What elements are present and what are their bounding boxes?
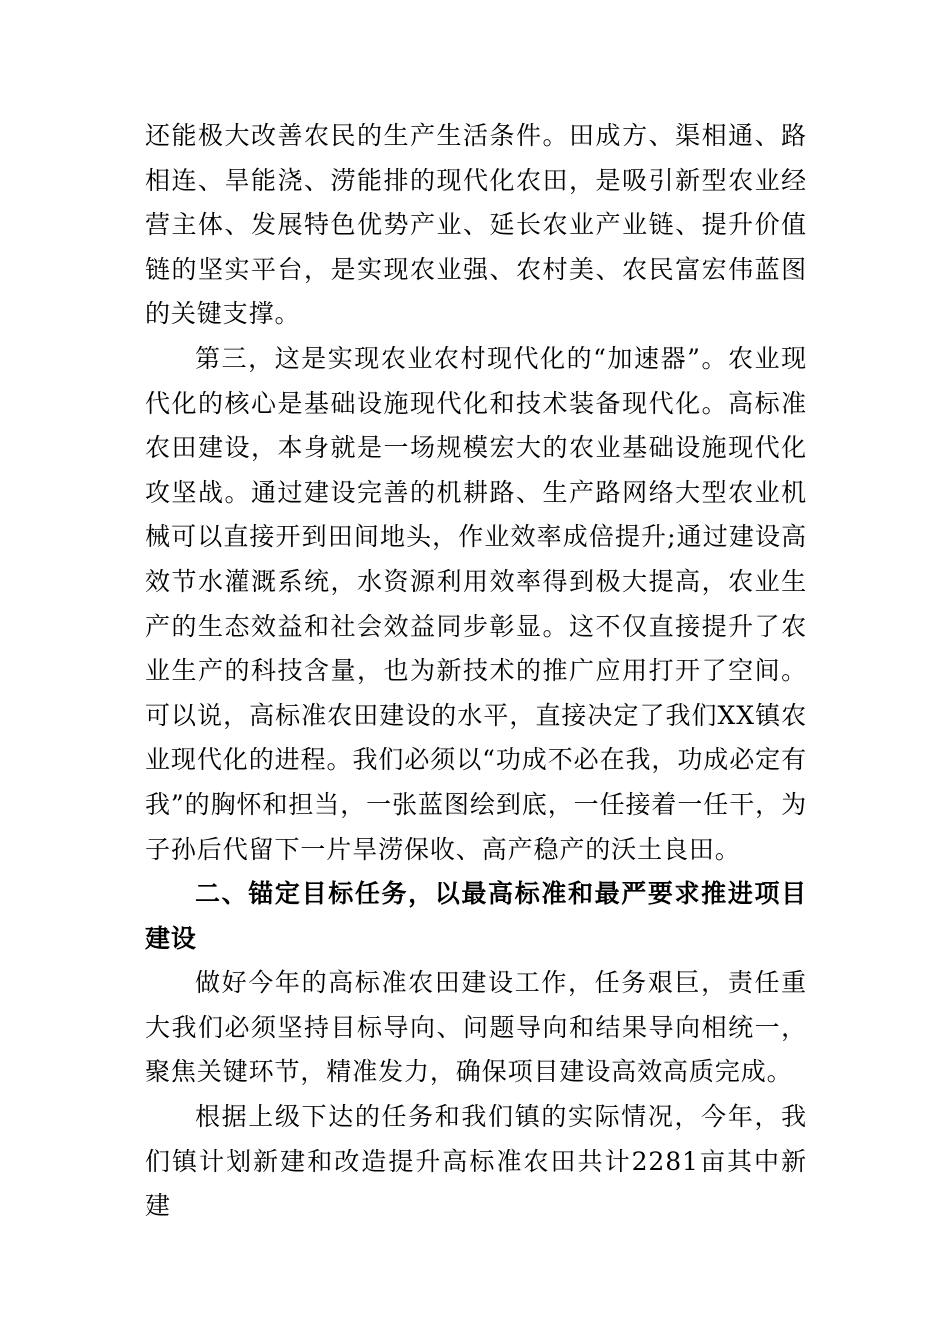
- paragraph-task-intro: 做好今年的高标准农田建设工作，任务艰巨，责任重大我们必须坚持目标导向、问题导向和结果导向相统一，聚焦关键环节，精准发力，确保项目建设高效高质完成。: [145, 968, 807, 1087]
- paragraph-third-point: 第三，这是实现农业农村现代化的“加速器”。农业现代化的核心是基础设施现代化和技术装备现代化。高标准农田建设，本身就是一场规模宏大的农业基础设施现代化攻坚战。通过建设完善的机耕路、生产路网络大型农业机械可以直接开到田间地头，作业效率成倍提升;通过建设高效节水灌溉系统，水资源利用效率得到极大提高，农业生产的生态效益和社会效益同步彰显。这不仅直接提升了农业生产的科技含量，也为新技术的推广应用打开了空间。可以说，高标准农田建设的水平，直接决定了我们XX镇农业现代化的进程。我们必须以“功成不必在我，功成必定有我”的胸怀和担当，一张蓝图绘到底，一任接着一任干，为子孙后代留下一片旱涝保收、高产稳产的沃土良田。: [145, 343, 807, 864]
- section-heading: 二、锚定目标任务，以最高标准和最严要求推进项目建设: [145, 879, 807, 953]
- paragraph-continuation: 还能极大改善农民的生产生活条件。田成方、渠相通、路相连、旱能浇、涝能排的现代化农田，是吸引新型农业经营主体、发展特色优势产业、延长农业产业链、提升价值链的坚实平台，是实现农业强、农村美、农民富宏伟蓝图的关键支撑。: [145, 121, 807, 329]
- paragraph-plan: 根据上级下达的任务和我们镇的实际情况，今年，我们镇计划新建和改造提升高标准农田共计2281亩其中新建: [145, 1102, 807, 1221]
- document-body: [145, 114, 807, 1229]
